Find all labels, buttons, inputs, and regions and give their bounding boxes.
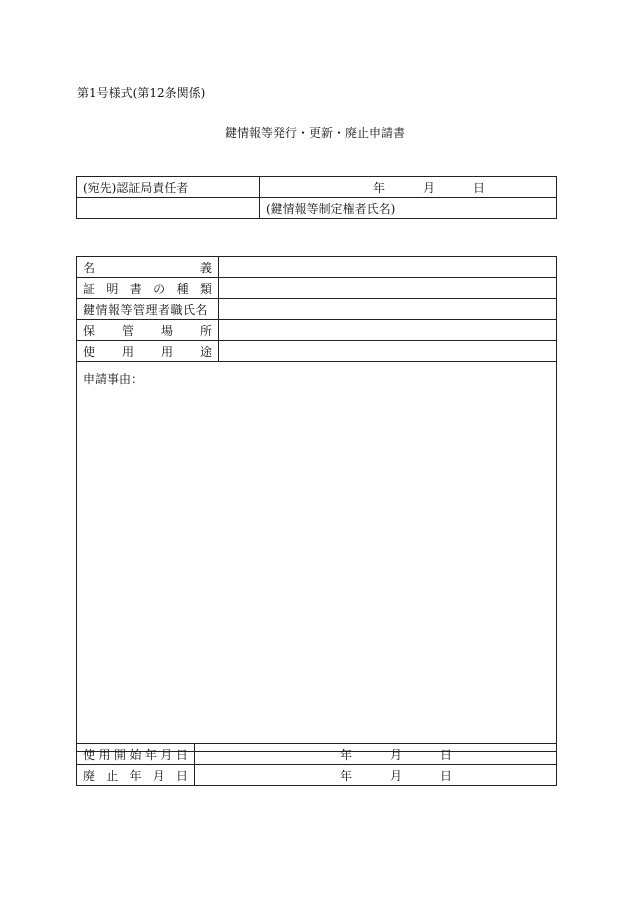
name-field[interactable] [219, 257, 557, 278]
reason-field[interactable] [77, 362, 557, 752]
cert-type-field[interactable] [219, 278, 557, 299]
day-unit: 日 [440, 747, 453, 762]
month-unit: 月 [423, 180, 436, 195]
year-unit: 年 [340, 747, 353, 762]
day-unit: 日 [440, 768, 453, 783]
page-title: 鍵情報等発行・更新・廃止申請書 [224, 126, 405, 140]
usage-field[interactable] [219, 341, 557, 362]
year-unit: 年 [373, 180, 386, 195]
header-table [76, 176, 557, 219]
storage-label: 保 管 場 所 [77, 320, 219, 341]
start-date-field[interactable] [195, 744, 557, 765]
manager-label: 鍵情報等管理者職氏名 [77, 299, 219, 320]
application-date[interactable] [260, 177, 557, 198]
blank-cell [77, 198, 260, 219]
name-label: 名 義 [77, 257, 219, 278]
addressee-label: (宛先)認証局責任者 [77, 177, 260, 198]
cert-type-label: 証 明 書 の 種 類 [77, 278, 219, 299]
date-table [76, 743, 557, 786]
usage-label: 使 用 用 途 [77, 341, 219, 362]
month-unit: 月 [390, 747, 403, 762]
storage-field[interactable] [219, 320, 557, 341]
start-date-label: 使 用 開 始 年 月 日 [77, 744, 195, 765]
abolish-date-field[interactable] [195, 765, 557, 786]
manager-field[interactable] [219, 299, 557, 320]
info-table [76, 256, 557, 752]
day-unit: 日 [473, 180, 486, 195]
month-unit: 月 [390, 768, 403, 783]
form-number: 第1号様式(第12条関係) [77, 86, 206, 100]
year-unit: 年 [340, 768, 353, 783]
applicant-name-field[interactable]: (鍵情報等制定権者氏名) [260, 198, 557, 219]
reason-label: 申請事由： [83, 372, 144, 386]
abolish-date-label: 廃 止 年 月 日 [77, 765, 195, 786]
